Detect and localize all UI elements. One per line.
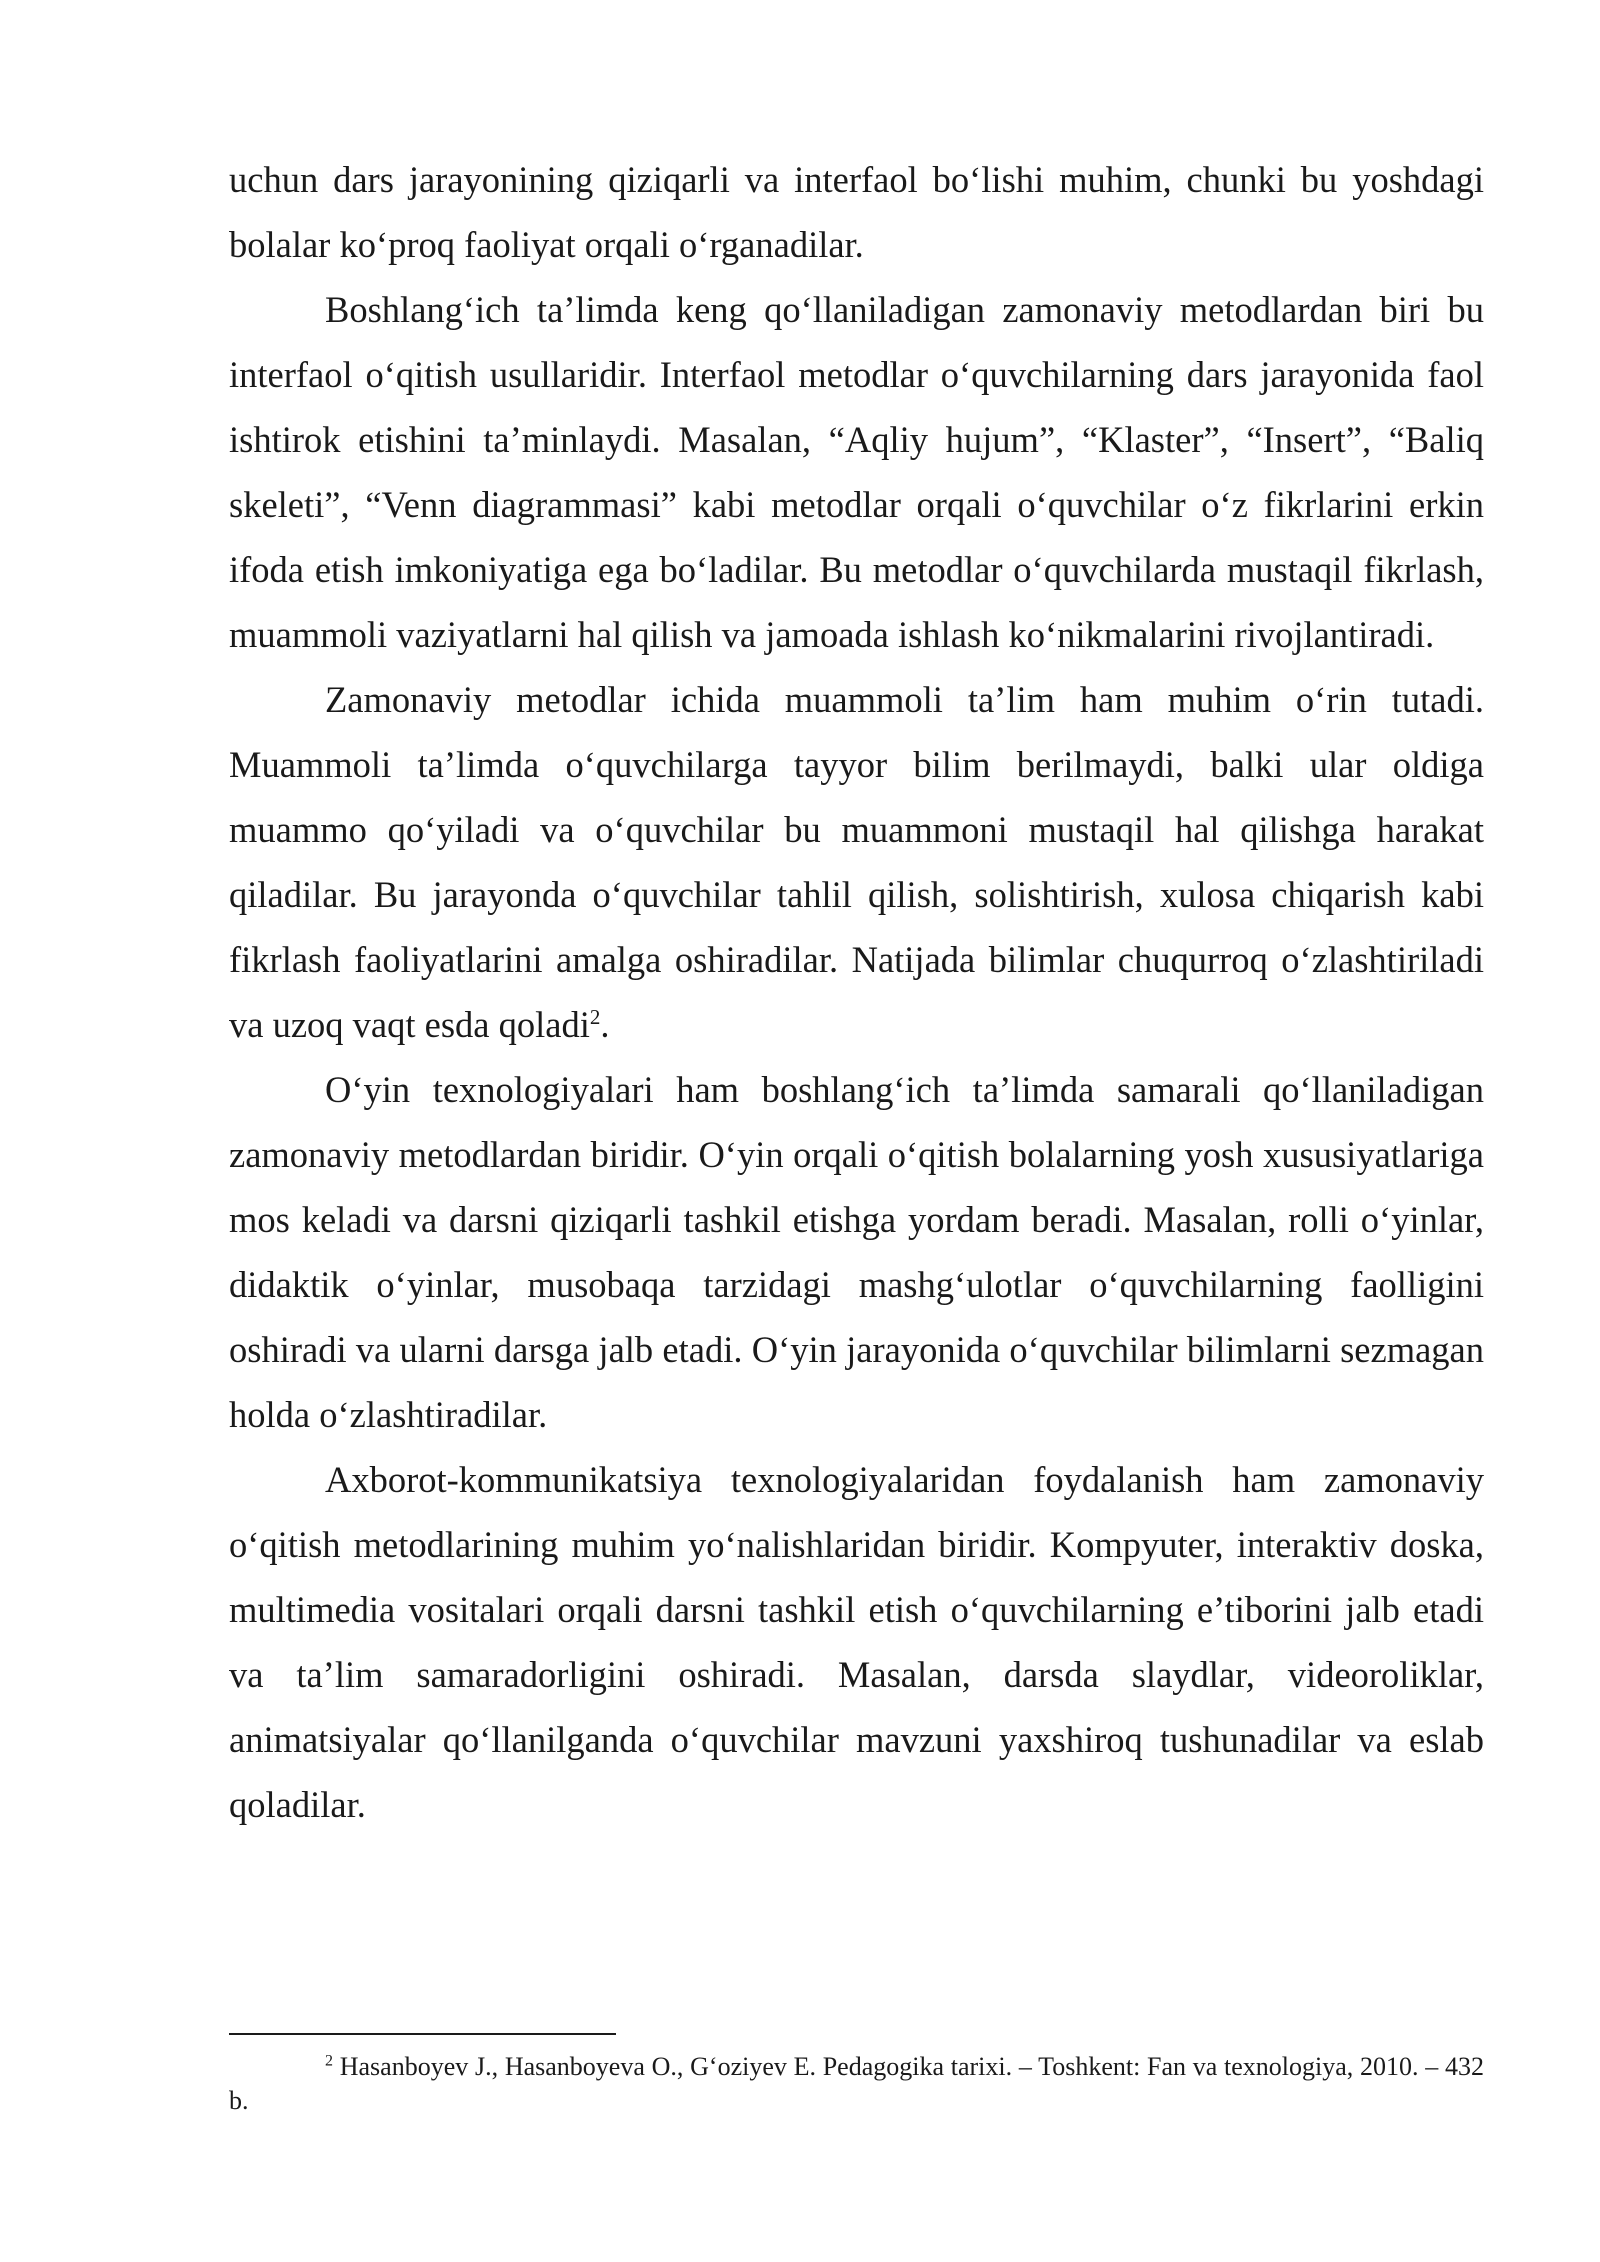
body-text bbox=[229, 147, 1484, 1837]
footnote-separator bbox=[229, 2033, 616, 2035]
footnote bbox=[229, 2050, 1484, 2118]
footnote-text: Hasanboyev J., Hasanboyeva O., G‘oziyev E. Pedagogika tarixi. – Toshkent: Fan va texnologiya, 2010. – 432 b. bbox=[229, 2052, 1484, 2115]
footnote-number: 2 bbox=[325, 2052, 333, 2070]
paragraph-5: Axborot-kommunikatsiya texnologiyalaridan foydalanish ham zamonaviy o‘qitish metodlarining muhim yo‘nalishlaridan biridir. Kompyuter, interaktiv doska, multimedia vositalari orqali darsni tashkil etish o‘quvchilarning e’tiborini jalb etadi va ta’lim samaradorligini oshiradi. Masalan, darsda slaydlar, videoroliklar, animatsiyalar qo‘llanilganda o‘quvchilar mavzuni yaxshiroq tushunadilar va eslab qoladilar. bbox=[229, 1459, 1484, 1825]
footnote-reference[interactable]: 2 bbox=[589, 1004, 601, 1029]
paragraph-4: O‘yin texnologiyalari ham boshlang‘ich ta’limda samarali qo‘llaniladigan zamonaviy metodlardan biridir. O‘yin orqali o‘qitish bolalarning yosh xususiyatlariga mos keladi va darsni qiziqarli tashkil etishga yordam beradi. Masalan, rolli o‘yinlar, didaktik o‘yinlar, musobaqa tarzidagi mashg‘ulotlar o‘quvchilarning faolligini oshiradi va ularni darsga jalb etadi. O‘yin jarayonida o‘quvchilar bilimlarni sezmagan holda o‘zlashtiradilar. bbox=[229, 1069, 1484, 1435]
paragraph-3 bbox=[229, 667, 1484, 1057]
paragraph-1: uchun dars jarayonining qiziqarli va interfaol bo‘lishi muhim, chunki bu yoshdagi bolalar ko‘proq faoliyat orqali o‘rganadilar. bbox=[229, 159, 1484, 265]
paragraph-3-end: . bbox=[600, 1004, 610, 1045]
paragraph-2: Boshlang‘ich ta’limda keng qo‘llaniladigan zamonaviy metodlardan biri bu interfaol o‘qitish usullaridir. Interfaol metodlar o‘quvchilarning dars jarayonida faol ishtirok etishini ta’minlaydi. Masalan, “Aqliy hujum”, “Klaster”, “Insert”, “Baliq skeleti”, “Venn diagrammasi” kabi metodlar orqali o‘quvchilar o‘z fikrlarini erkin ifoda etish imkoniyatiga ega bo‘ladilar. Bu metodlar o‘quvchilarda mustaqil fikrlash, muammoli vaziyatlarni hal qilish va jamoada ishlash ko‘nikmalarini rivojlantiradi. bbox=[229, 289, 1484, 655]
paragraph-3-text: Zamonaviy metodlar ichida muammoli ta’lim ham muhim o‘rin tutadi. Muammoli ta’limda o‘quvchilarga tayyor bilim berilmaydi, balki ular oldiga muammo qo‘yiladi va o‘quvchilar bu muammoni mustaqil hal qilishga harakat qiladilar. Bu jarayonda o‘quvchilar tahlil qilish, solishtirish, xulosa chiqarish kabi fikrlash faoliyatlarini amalga oshiradilar. Natijada bilimlar chuqurroq o‘zlashtiriladi va uzoq vaqt esda qoladi bbox=[229, 679, 1484, 1045]
